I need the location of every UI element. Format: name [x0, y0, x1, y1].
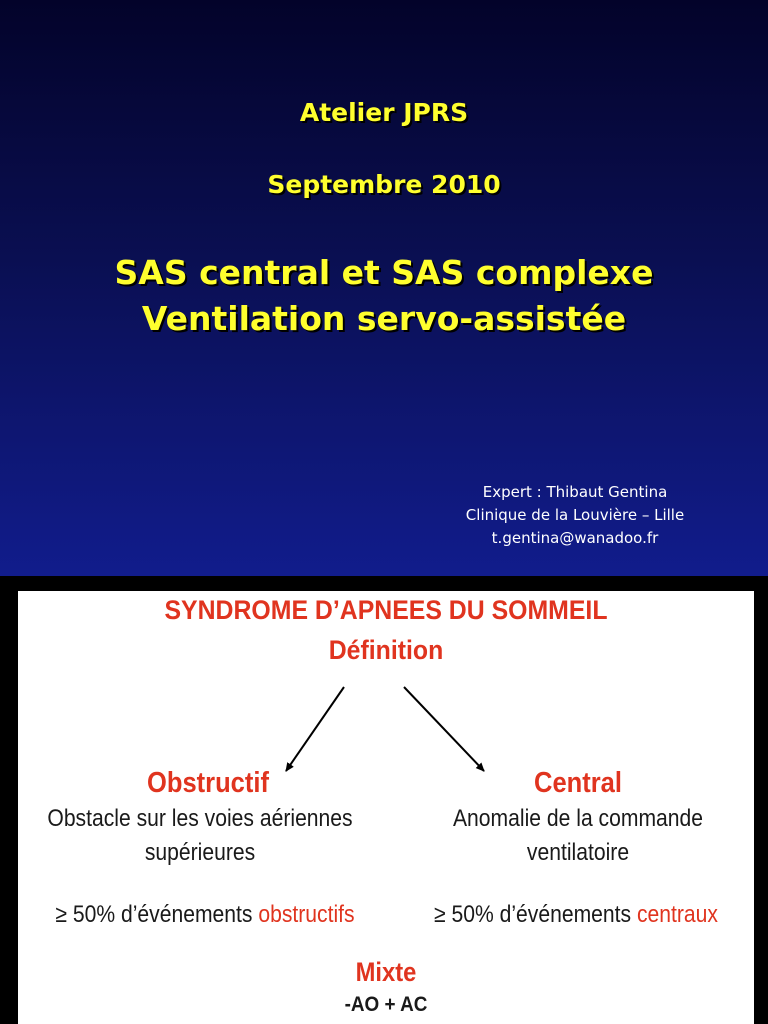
central-desc-line1: Anomalie de la commande: [452, 805, 704, 832]
central-pct-prefix: ≥ 50% d’événements: [434, 901, 637, 928]
definition-slide: [18, 591, 754, 1024]
mixte-label: Mixte: [355, 957, 417, 987]
central-pct-word: centraux: [636, 901, 718, 928]
slide-title-line1: SAS central et SAS complexe: [114, 253, 654, 292]
obstructif-pct-word: obstructifs: [258, 901, 355, 928]
mixte-formula: -AO + AC: [344, 993, 428, 1016]
obstructif-desc-line1: Obstacle sur les voies aériennes: [47, 805, 353, 832]
expert-email: t.gentina@wanadoo.fr: [491, 529, 659, 547]
central-percentage: [419, 901, 732, 929]
arrow-to-central: [404, 687, 484, 771]
slide-heading: SYNDROME D’APNEES DU SOMMEIL: [164, 595, 608, 625]
central-desc-line2: ventilatoire: [526, 839, 630, 866]
obstructif-label: Obstructif: [147, 767, 269, 799]
event-name: Atelier JPRS: [299, 98, 469, 127]
expert-name: Expert : Thibaut Gentina: [482, 483, 668, 501]
slide-subheading: Définition: [328, 635, 444, 665]
expert-affiliation: Clinique de la Louvière – Lille: [465, 506, 685, 524]
obstructif-desc-line2: supérieures: [144, 839, 256, 866]
obstructif-pct-prefix: ≥ 50% d’événements: [55, 901, 259, 928]
obstructif-percentage: [40, 901, 369, 929]
central-label: Central: [534, 767, 622, 799]
slide-title-line2: Ventilation servo-assistée: [141, 299, 627, 338]
event-date: Septembre 2010: [267, 170, 501, 199]
arrow-to-obstructif: [286, 687, 344, 771]
